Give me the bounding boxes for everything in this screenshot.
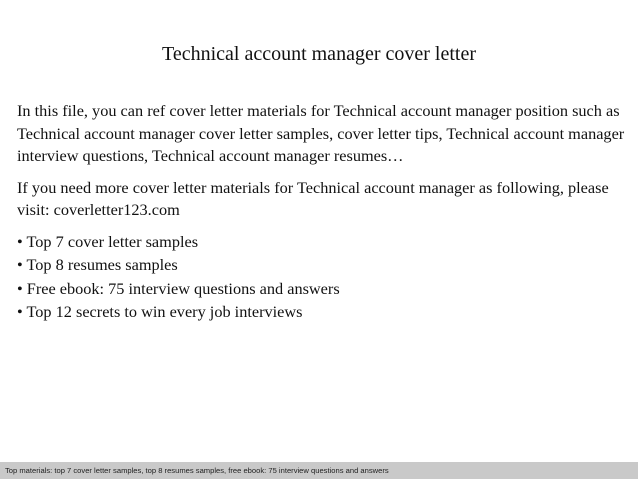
list-item-interview-secrets: • Top 12 secrets to win every job interviews <box>17 302 303 321</box>
list-item-free-ebook: • Free ebook: 75 interview questions and answers <box>17 278 340 298</box>
list-item-cover-letter-samples: • Top 7 cover letter samples <box>17 231 199 251</box>
slide-body <box>17 100 629 325</box>
visit-paragraph: If you need more cover letter materials for Technical account manager as following, please visit: coverletter123.com <box>17 177 609 219</box>
slide-title: Technical account manager cover letter <box>162 43 476 65</box>
footer-bar: Top materials: top 7 cover letter samples, top 8 resumes samples, free ebook: 75 interview questions and answers <box>0 462 638 479</box>
list-item-resume-samples: • Top 8 resumes samples <box>17 255 178 274</box>
intro-paragraph: In this file, you can ref cover letter materials for Technical account manager position such as Technical account manager cover letter samples, cover letter tips, Technical account manager interview questions, Technical account manager resumes… <box>17 101 625 165</box>
materials-list <box>17 231 629 324</box>
